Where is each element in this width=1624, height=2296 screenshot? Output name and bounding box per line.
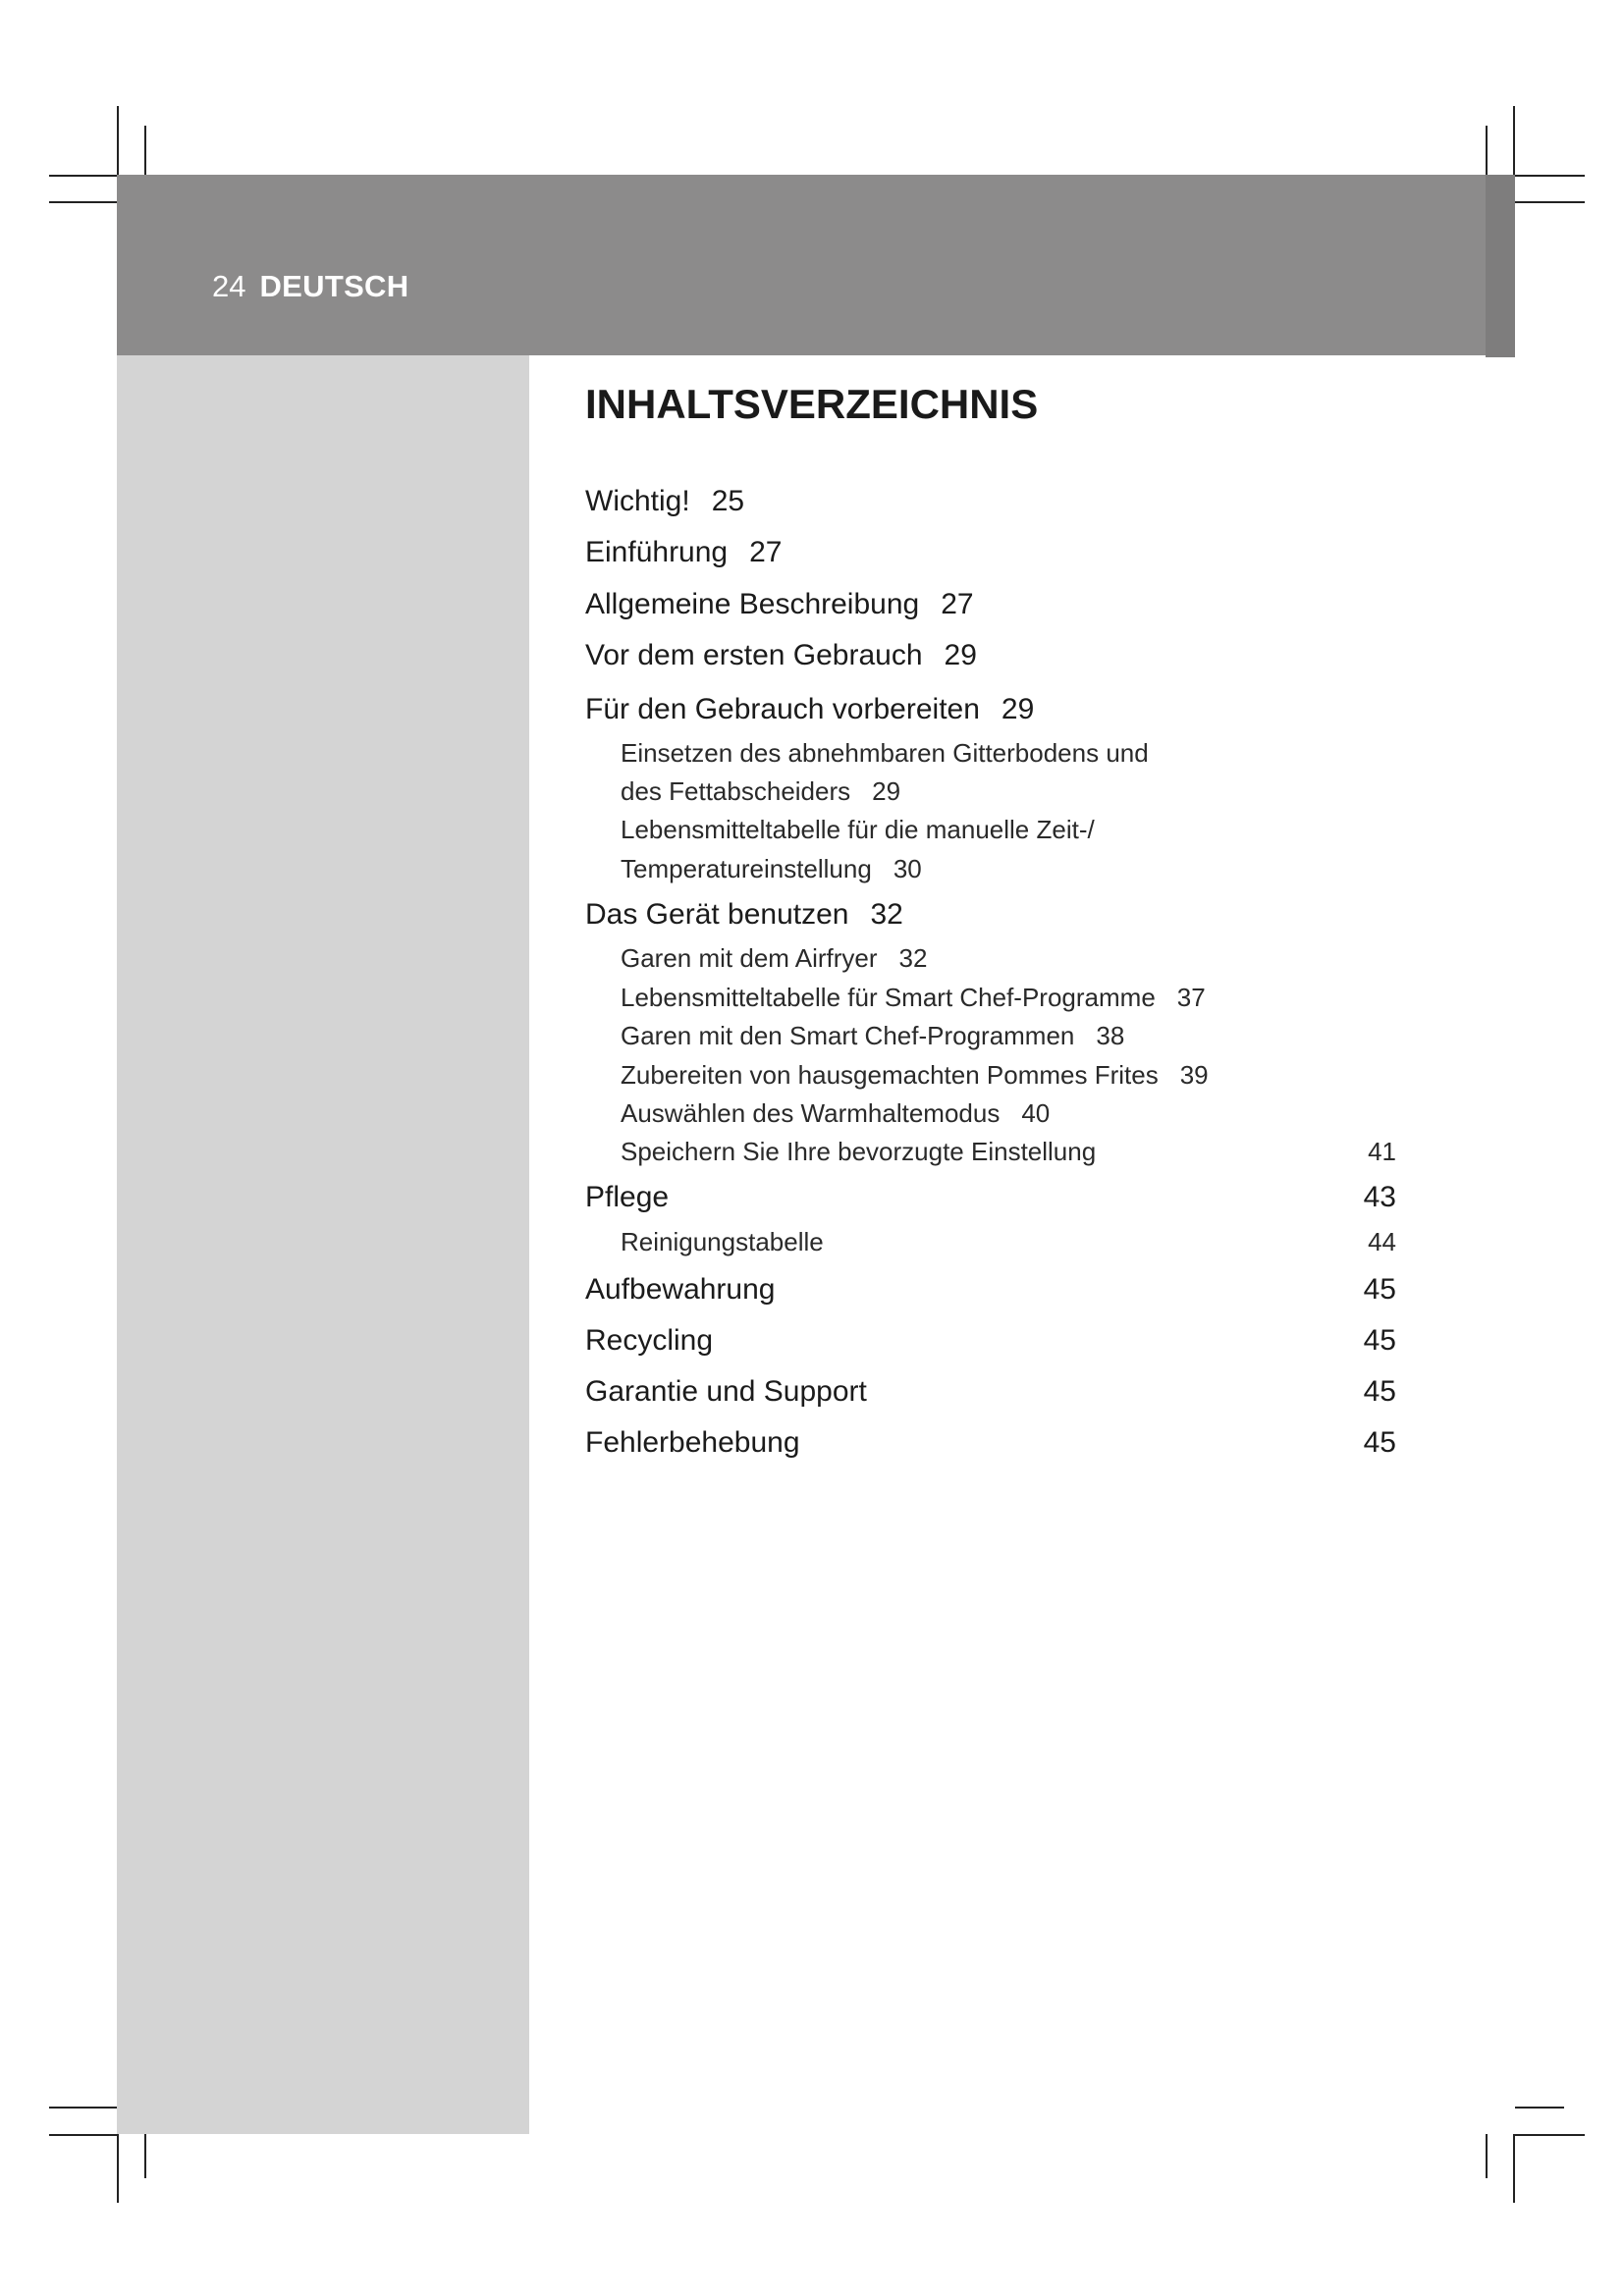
crop-mark [1515, 2107, 1564, 2109]
toc-entry[interactable]: Fehlerbehebung 45 [585, 1426, 1396, 1459]
header-band [117, 175, 1515, 355]
toc-entry[interactable]: Aufbewahrung 45 [585, 1273, 1396, 1306]
toc-subentry[interactable]: Speichern Sie Ihre bevorzugte Einstellung 41 [621, 1137, 1396, 1166]
toc-subentry[interactable]: Garen mit dem Airfryer 32 [621, 943, 928, 973]
toc-subentry[interactable]: Lebensmitteltabelle für Smart Chef-Programme 37 [621, 983, 1206, 1012]
toc-entry[interactable]: Garantie und Support 45 [585, 1375, 1396, 1408]
toc-entry[interactable]: Pflege 43 [585, 1181, 1396, 1213]
toc-subentry[interactable]: Temperatureinstellung 30 [621, 854, 922, 883]
page-number: 24 [212, 269, 246, 303]
crop-mark [144, 126, 146, 175]
crop-mark [1486, 2134, 1488, 2178]
crop-mark [1513, 2134, 1515, 2203]
toc-subentry[interactable]: Auswählen des Warmhaltemodus 40 [621, 1098, 1051, 1128]
side-bar [117, 355, 529, 2134]
crop-mark [49, 2107, 117, 2109]
toc-entry[interactable]: Für den Gebrauch vorbereiten 29 [585, 693, 1035, 725]
crop-mark [1515, 175, 1585, 177]
toc-subentry[interactable]: Garen mit den Smart Chef-Programmen 38 [621, 1021, 1125, 1050]
toc-entry[interactable]: Recycling 45 [585, 1324, 1396, 1357]
toc-title: INHALTSVERZEICHNIS [585, 381, 1039, 427]
crop-mark [1486, 126, 1488, 175]
crop-mark [144, 2134, 146, 2178]
toc-subentry[interactable]: Einsetzen des abnehmbaren Gitterbodens und [621, 738, 1149, 768]
toc-subentry[interactable]: Reinigungstabelle 44 [621, 1227, 1396, 1256]
toc-entry[interactable]: Das Gerät benutzen 32 [585, 898, 903, 931]
crop-mark [49, 175, 117, 177]
toc-subentry[interactable]: Zubereiten von hausgemachten Pommes Frites 39 [621, 1060, 1209, 1090]
toc-subentry[interactable]: des Fettabscheiders 29 [621, 776, 901, 806]
language-label: DEUTSCH [259, 269, 409, 303]
toc-entry[interactable]: Allgemeine Beschreibung 27 [585, 588, 974, 620]
crop-mark [49, 2134, 117, 2136]
toc-entry[interactable]: Vor dem ersten Gebrauch 29 [585, 639, 977, 671]
toc-entry[interactable]: Wichtig! 25 [585, 485, 745, 517]
toc-subentry[interactable]: Lebensmitteltabelle für die manuelle Zeit-/ [621, 815, 1095, 844]
page-header [212, 267, 408, 306]
toc-entry[interactable]: Einführung 27 [585, 536, 783, 568]
crop-mark [1515, 201, 1585, 203]
crop-mark [1515, 2134, 1585, 2136]
crop-mark [117, 2134, 119, 2203]
crop-mark [49, 201, 117, 203]
header-band-edge [1486, 175, 1515, 357]
